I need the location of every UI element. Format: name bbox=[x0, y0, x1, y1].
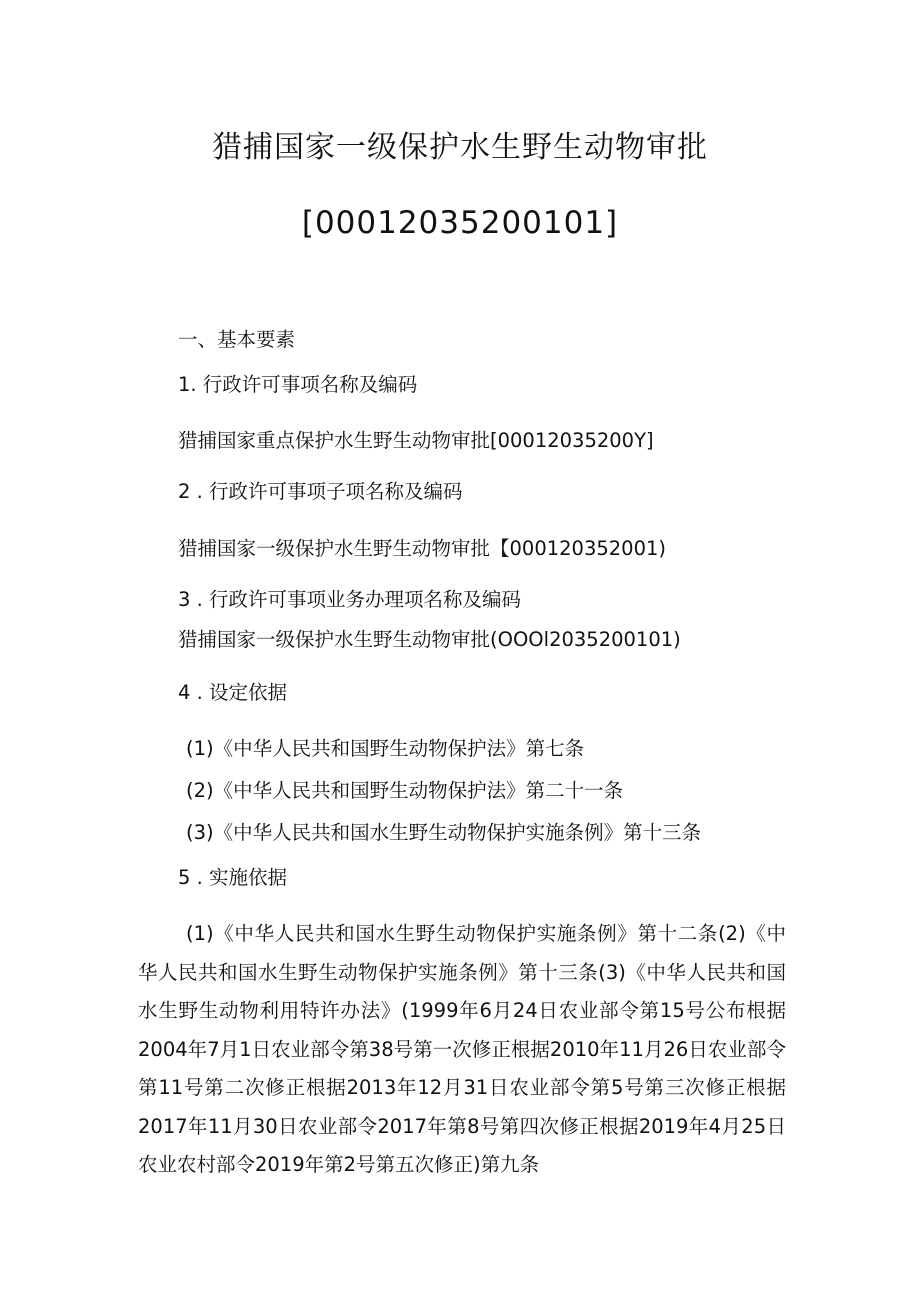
item-1-value: 猎捕国家重点保护水生野生动物审批[00012035200Y] bbox=[178, 429, 654, 452]
item-3-value: 猎捕国家一级保护水生野生动物审批(OOOl2035200101) bbox=[178, 628, 681, 651]
section-heading: 一、基本要素 bbox=[178, 328, 296, 351]
document-title: 猎捕国家一级保护水生野生动物审批 bbox=[212, 130, 708, 165]
item-5-label: 5 . 实施依据 bbox=[178, 866, 288, 889]
document-code: [00012035200101] bbox=[301, 205, 619, 241]
item-1-label: 1. 行政许可事项名称及编码 bbox=[178, 373, 418, 396]
basis-item-1: (1)《中华人民共和国野生动物保护法》第七条 bbox=[186, 737, 585, 760]
item-4-label: 4 . 设定依据 bbox=[178, 681, 288, 704]
item-3-label: 3 . 行政许可事项业务办理项名称及编码 bbox=[178, 588, 522, 611]
item-2-label: 2 . 行政许可事项子项名称及编码 bbox=[178, 480, 463, 503]
basis-item-2: (2)《中华人民共和国野生动物保护法》第二十一条 bbox=[186, 779, 624, 802]
item-2-value: 猎捕国家一级保护水生野生动物审批【000120352001) bbox=[178, 537, 666, 560]
basis-item-3: (3)《中华人民共和国水生野生动物保护实施条例》第十三条 bbox=[186, 821, 702, 844]
item-5-paragraph: (1)《中华人民共和国水生野生动物保护实施条例》第十二条(2)《中华人民共和国水生野生动物保护实施条例》第十三条(3)《中华人民共和国水生野生动物利用特许办法》(1999年6月24日农业部令第15号公布根据2004年7月1日农业部令第38号第一次修正根据2010年11月26日农业部令第11号第二次修正根据2013年12月31日农业部令第5号第三次修正根据2017年11月30日农业部令2017年第8号第四次修正根据2019年4月25日农业农村部令2019年第2号第五次修正)第九条 bbox=[138, 922, 786, 1176]
